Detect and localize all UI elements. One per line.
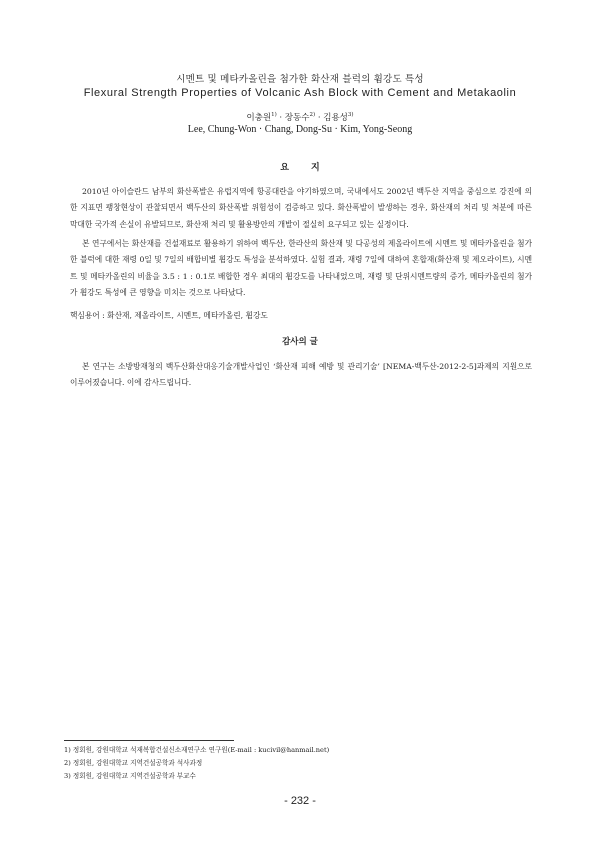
acknowledgement-text: 본 연구는 소방방재청의 백두산화산대응기술개발사업인 ‘화산재 피해 예방 및 관리기술’ [NEMA-백두산-2012-2-5]과제의 지원으로 이루어졌습니다. 이에 감사드립니다.: [70, 362, 532, 388]
author-name: 김용성: [323, 113, 348, 123]
title-korean: 시멘트 및 메타카올린을 첨가한 화산재 블럭의 휨강도 특성: [176, 74, 424, 85]
footnotes: [64, 744, 534, 784]
abstract-paragraph: 2010년 아이슬란드 남부의 화산폭발은 유럽지역에 항공대란을 야기하였으며, 국내에서도 2002년 백두산 지역을 중심으로 강진에 의한 지표면 팽창현상이 관찰되면서 백두산의 화산폭발 위험성이 검증하고 있다. 화산폭발이 발생하는 경우, 화산재의 처리 및 처분에 따른 막대한 국가적 손실이 유발되므로, 화산재 처리 및 활용방안의 개발이 절실히 요구되고 있는 실정이다.: [70, 187, 532, 229]
authors-english: Lee, Chung-Won · Chang, Dong-Su · Kim, Yong-Seong: [187, 124, 413, 135]
author-separator: ·: [315, 113, 324, 123]
author-footnote-mark: 1): [271, 112, 277, 119]
author-name: 장동수: [284, 113, 310, 123]
title-english: Flexural Strength Properties of Volcanic Ash Block with Cement and Metakaolin: [83, 87, 517, 99]
footnote: 2) 정회원, 강원대학교 지역건설공학과 석사과정: [64, 759, 203, 768]
footnote: 1) 정회원, 강원대학교 석재복합건설신소재연구소 연구원(E-mail : kucivil@hanmail.net): [64, 746, 330, 754]
footnote: 3) 정회원, 강원대학교 지역건설공학과 부교수: [64, 772, 196, 781]
abstract-heading: 요지: [280, 163, 342, 173]
author-separator: ·: [276, 113, 285, 123]
page-number: - 232 -: [284, 795, 316, 807]
authors-korean: [0, 111, 600, 123]
author-name: 이충원: [246, 113, 272, 123]
acknowledgement-heading: 감사의 글: [282, 337, 318, 347]
author-footnote-mark: 2): [309, 112, 316, 119]
keywords: 핵심용어 : 화산재, 제올라이트, 시멘트, 메타카올린, 휨강도: [70, 311, 268, 320]
abstract-paragraph: 본 연구에서는 화산재를 건설재료로 활용하기 위하여 백두산, 한라산의 화산재 및 다공성의 제올라이트에 시멘트 및 메타카올린을 첨가한 블럭에 대한 재령 0일 및 7일의 배합비별 휨강도 특성을 분석하였다. 실험 결과, 재령 7일에 대하여 혼합재(화산재 및 제오라이트), 시멘트 및 메타카올린의 비율을 3.5 : 1 : 0.1로 배합한 경우 최대의 휨강도를 나타내었으며, 재령 및 단위시멘트량의 증가, 메타카올린의 첨가가 휨강도 특성에 큰 영향을 미치는 것으로 나타났다.: [70, 239, 532, 298]
author-footnote-mark: 3): [347, 112, 354, 119]
footnote-divider: [64, 740, 234, 741]
